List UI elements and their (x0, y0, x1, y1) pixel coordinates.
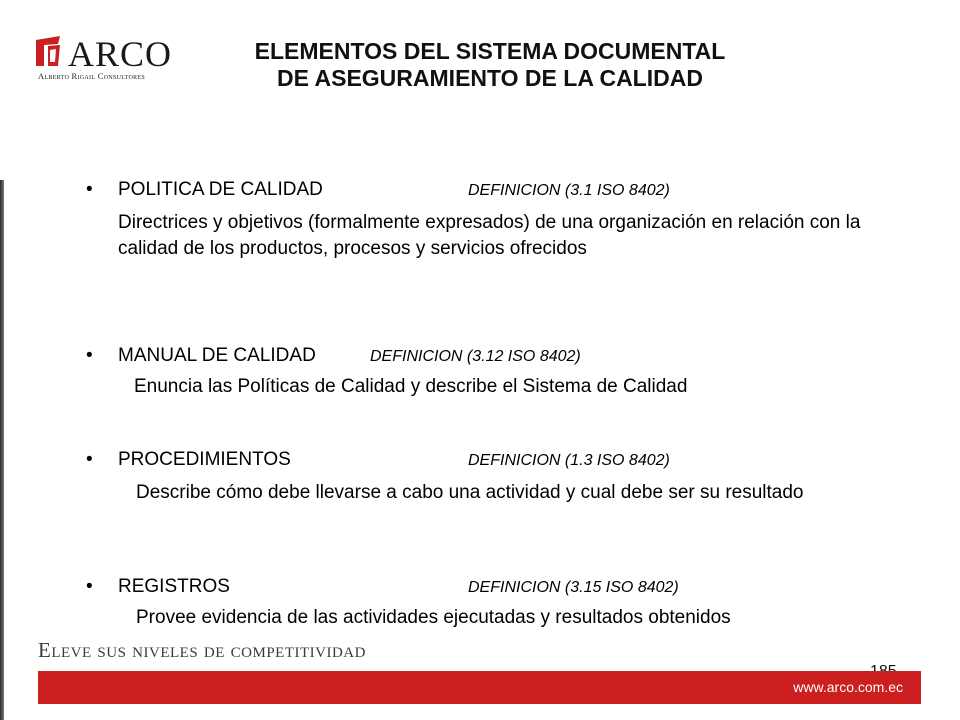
list-item (86, 573, 906, 631)
left-edge-shadow (0, 180, 4, 720)
item-definition: DEFINICION (3.1 ISO 8402) (468, 182, 670, 199)
arco-logo-icon (34, 36, 68, 68)
item-heading (86, 176, 906, 204)
bullet-icon: • (86, 345, 93, 366)
item-heading (86, 342, 906, 370)
item-term: MANUAL DE CALIDAD (118, 345, 316, 366)
item-term: POLITICA DE CALIDAD (118, 179, 323, 200)
logo-wordmark: ARCO (68, 34, 173, 74)
item-term: REGISTROS (118, 576, 230, 597)
item-definition: DEFINICION (3.15 ISO 8402) (468, 579, 679, 596)
item-description: Directrices y objetivos (formalmente expresados) de una organización en relación con la calidad de los productos, procesos y servicios ofrecidos (118, 212, 861, 259)
item-definition: DEFINICION (1.3 ISO 8402) (468, 452, 670, 469)
logo-subtitle: Alberto Rigail Consultores (38, 71, 146, 81)
item-heading (86, 573, 906, 601)
title-line-2: DE ASEGURAMIENTO DE LA CALIDAD (277, 65, 703, 91)
item-description: Enuncia las Políticas de Calidad y describe el Sistema de Calidad (134, 376, 688, 397)
item-definition: DEFINICION (3.12 ISO 8402) (370, 348, 581, 365)
bullet-icon: • (86, 179, 93, 200)
list-item (86, 176, 906, 342)
footer-slogan: Eleve sus niveles de competitividad (38, 638, 366, 662)
list-item (86, 446, 906, 573)
footer-bar (38, 671, 921, 704)
item-heading (86, 446, 906, 474)
slide-title (180, 38, 800, 92)
bullet-icon: • (86, 449, 93, 470)
bullet-list (86, 176, 906, 631)
item-term: PROCEDIMIENTOS (118, 449, 291, 470)
item-description: Provee evidencia de las actividades ejecutadas y resultados obtenidos (136, 607, 731, 628)
company-logo (34, 34, 184, 84)
bullet-icon: • (86, 576, 93, 597)
title-line-1: ELEMENTOS DEL SISTEMA DOCUMENTAL (254, 38, 726, 64)
list-item (86, 342, 906, 446)
item-description: Describe cómo debe llevarse a cabo una actividad y cual debe ser su resultado (136, 482, 804, 503)
website-link[interactable]: www.arco.com.ec (793, 679, 903, 695)
